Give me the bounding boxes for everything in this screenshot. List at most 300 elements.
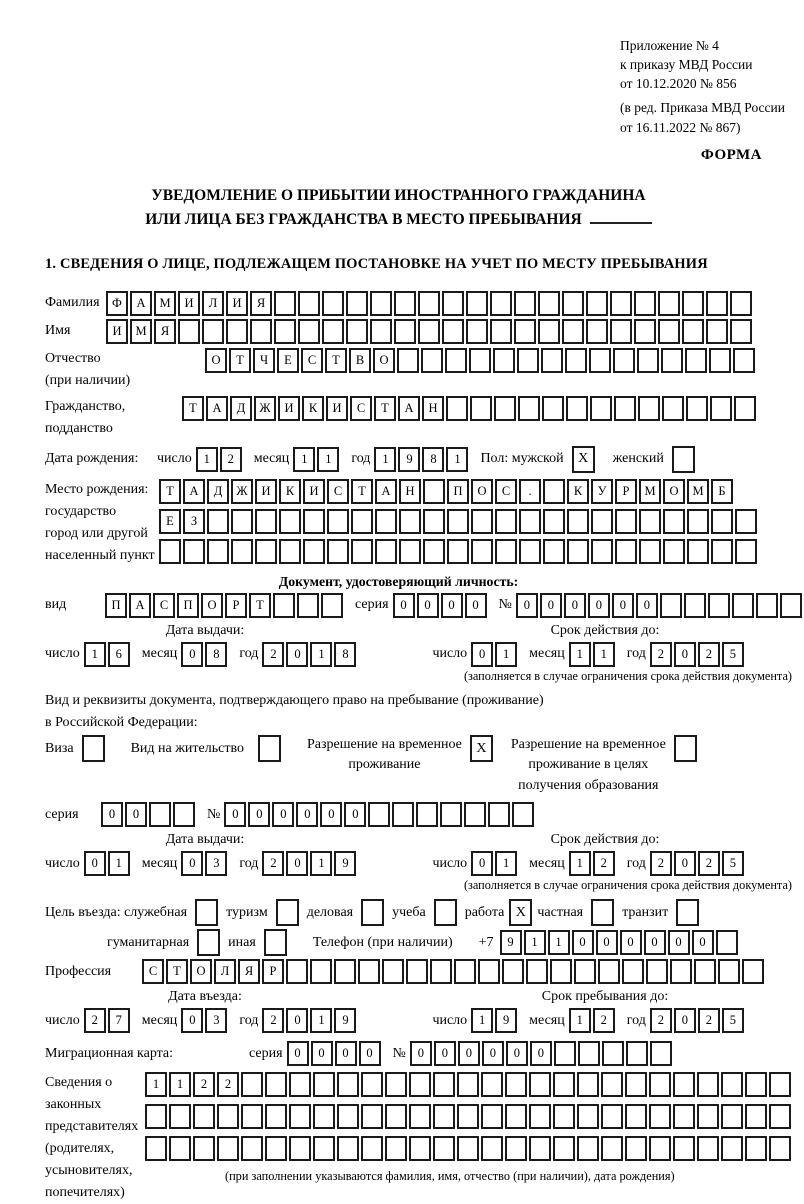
form-cell[interactable] [149,802,171,827]
form-cell[interactable] [697,1104,719,1129]
form-cell[interactable]: 8 [422,447,444,472]
form-cell[interactable]: 0 [393,593,415,618]
form-cell[interactable] [445,348,467,373]
form-cell[interactable]: 0 [417,593,439,618]
form-cell[interactable]: 0 [458,1041,480,1066]
rvp-education-checkbox[interactable] [674,735,697,762]
form-cell[interactable] [481,1072,503,1097]
form-cell[interactable]: Ж [254,396,276,421]
form-cell[interactable]: М [130,319,152,344]
form-cell[interactable]: 0 [564,593,586,618]
purpose-transit-checkbox[interactable] [676,899,699,926]
form-cell[interactable]: 6 [108,642,130,667]
form-cell[interactable]: П [447,479,469,504]
form-cell[interactable] [433,1136,455,1161]
form-cell[interactable]: Е [277,348,299,373]
form-cell[interactable] [322,319,344,344]
form-cell[interactable]: И [326,396,348,421]
form-cell[interactable] [517,348,539,373]
form-cell[interactable] [265,1072,287,1097]
form-cell[interactable] [321,593,343,618]
form-cell[interactable] [442,319,464,344]
form-cell[interactable] [368,802,390,827]
form-cell[interactable] [541,348,563,373]
form-cell[interactable]: 0 [434,1041,456,1066]
form-cell[interactable] [718,959,740,984]
form-cell[interactable]: 0 [344,802,366,827]
form-cell[interactable] [351,539,373,564]
form-cell[interactable] [471,509,493,534]
form-cell[interactable]: 1 [446,447,468,472]
form-cell[interactable] [562,319,584,344]
form-cell[interactable]: 3 [205,851,227,876]
form-cell[interactable] [255,539,277,564]
form-cell[interactable]: 0 [644,930,666,955]
form-cell[interactable]: Е [159,509,181,534]
form-cell[interactable]: К [302,396,324,421]
form-cell[interactable] [457,1136,479,1161]
form-cell[interactable] [361,1136,383,1161]
form-cell[interactable]: И [278,396,300,421]
form-cell[interactable] [625,1136,647,1161]
form-cell[interactable]: М [639,479,661,504]
form-cell[interactable] [370,319,392,344]
form-cell[interactable]: 0 [181,642,203,667]
form-cell[interactable] [370,291,392,316]
form-cell[interactable] [298,291,320,316]
form-cell[interactable] [601,1104,623,1129]
form-cell[interactable]: Р [262,959,284,984]
form-cell[interactable]: П [177,593,199,618]
form-cell[interactable]: И [255,479,277,504]
form-cell[interactable]: 0 [101,802,123,827]
form-cell[interactable] [505,1104,527,1129]
form-cell[interactable] [423,479,445,504]
form-cell[interactable] [694,959,716,984]
form-cell[interactable] [591,509,613,534]
purpose-work-checkbox[interactable]: X [509,899,532,926]
form-cell[interactable] [397,348,419,373]
form-cell[interactable] [207,539,229,564]
form-cell[interactable]: У [591,479,613,504]
form-cell[interactable] [464,802,486,827]
form-cell[interactable] [574,959,596,984]
form-cell[interactable]: Ф [106,291,128,316]
form-cell[interactable] [518,396,540,421]
form-cell[interactable]: 0 [287,1041,309,1066]
form-cell[interactable] [382,959,404,984]
form-cell[interactable]: 0 [540,593,562,618]
form-cell[interactable] [769,1104,791,1129]
form-cell[interactable]: 5 [722,1008,744,1033]
form-cell[interactable] [711,539,733,564]
form-cell[interactable]: 1 [196,447,218,472]
form-cell[interactable] [639,539,661,564]
form-cell[interactable] [478,959,500,984]
form-cell[interactable] [423,509,445,534]
form-cell[interactable] [265,1104,287,1129]
form-cell[interactable]: 0 [612,593,634,618]
form-cell[interactable] [634,291,656,316]
form-cell[interactable] [433,1104,455,1129]
form-cell[interactable]: 0 [530,1041,552,1066]
form-cell[interactable]: С [495,479,517,504]
form-cell[interactable]: 1 [145,1072,167,1097]
form-cell[interactable] [346,319,368,344]
form-cell[interactable] [502,959,524,984]
form-cell[interactable]: 2 [193,1072,215,1097]
form-cell[interactable] [361,1072,383,1097]
form-cell[interactable]: З [183,509,205,534]
form-cell[interactable]: 0 [311,1041,333,1066]
form-cell[interactable] [756,593,778,618]
form-cell[interactable] [440,802,462,827]
form-cell[interactable]: 2 [698,642,720,667]
form-cell[interactable]: 0 [471,642,493,667]
form-cell[interactable] [649,1136,671,1161]
form-cell[interactable]: 0 [410,1041,432,1066]
form-cell[interactable]: О [471,479,493,504]
form-cell[interactable]: 2 [650,1008,672,1033]
form-cell[interactable] [586,291,608,316]
form-cell[interactable] [610,319,632,344]
form-cell[interactable] [519,539,541,564]
form-cell[interactable] [565,348,587,373]
form-cell[interactable] [637,348,659,373]
form-cell[interactable] [193,1136,215,1161]
form-cell[interactable]: 0 [125,802,147,827]
form-cell[interactable]: 0 [441,593,463,618]
form-cell[interactable] [682,319,704,344]
form-cell[interactable] [274,291,296,316]
form-cell[interactable]: О [373,348,395,373]
form-cell[interactable] [769,1136,791,1161]
form-cell[interactable]: 1 [495,642,517,667]
form-cell[interactable] [780,593,802,618]
form-cell[interactable]: 1 [84,642,106,667]
form-cell[interactable]: 0 [248,802,270,827]
form-cell[interactable] [421,348,443,373]
form-cell[interactable] [217,1104,239,1129]
form-cell[interactable]: А [130,291,152,316]
form-cell[interactable]: 9 [398,447,420,472]
form-cell[interactable]: Ч [253,348,275,373]
form-cell[interactable]: 1 [169,1072,191,1097]
form-cell[interactable] [337,1136,359,1161]
residence-permit-checkbox[interactable] [258,735,281,762]
form-cell[interactable] [685,348,707,373]
form-cell[interactable] [567,539,589,564]
form-cell[interactable] [538,319,560,344]
form-cell[interactable] [615,539,637,564]
form-cell[interactable]: 2 [698,851,720,876]
form-cell[interactable] [673,1136,695,1161]
purpose-business-checkbox[interactable] [361,899,384,926]
purpose-humanitarian-checkbox[interactable] [197,929,220,956]
form-cell[interactable] [159,539,181,564]
form-cell[interactable] [577,1104,599,1129]
form-cell[interactable]: А [183,479,205,504]
form-cell[interactable] [735,509,757,534]
form-cell[interactable] [684,593,706,618]
form-cell[interactable] [578,1041,600,1066]
purpose-official-checkbox[interactable] [195,899,218,926]
form-cell[interactable]: 0 [596,930,618,955]
form-cell[interactable] [430,959,452,984]
form-cell[interactable]: К [279,479,301,504]
form-cell[interactable] [433,1072,455,1097]
form-cell[interactable]: 1 [569,851,591,876]
form-cell[interactable] [361,1104,383,1129]
form-cell[interactable]: 1 [593,642,615,667]
form-cell[interactable] [313,1104,335,1129]
form-cell[interactable] [601,1136,623,1161]
form-cell[interactable]: Т [351,479,373,504]
form-cell[interactable] [418,319,440,344]
form-cell[interactable] [423,539,445,564]
form-cell[interactable] [145,1104,167,1129]
form-cell[interactable] [447,539,469,564]
form-cell[interactable] [562,291,584,316]
form-cell[interactable]: И [178,291,200,316]
form-cell[interactable]: 1 [374,447,396,472]
form-cell[interactable] [399,539,421,564]
form-cell[interactable] [663,509,685,534]
form-cell[interactable] [313,1136,335,1161]
form-cell[interactable] [721,1072,743,1097]
form-cell[interactable] [447,509,469,534]
form-cell[interactable] [493,348,515,373]
form-cell[interactable] [183,539,205,564]
form-cell[interactable] [732,593,754,618]
form-cell[interactable] [519,509,541,534]
form-cell[interactable]: Я [154,319,176,344]
sex-female-checkbox[interactable] [672,446,695,473]
form-cell[interactable]: 9 [334,1008,356,1033]
form-cell[interactable]: 0 [286,642,308,667]
form-cell[interactable]: 1 [293,447,315,472]
form-cell[interactable] [591,539,613,564]
sex-male-checkbox[interactable]: X [572,446,595,473]
form-cell[interactable]: М [154,291,176,316]
form-cell[interactable]: . [519,479,541,504]
form-cell[interactable] [303,539,325,564]
form-cell[interactable] [394,291,416,316]
form-cell[interactable]: 9 [500,930,522,955]
form-cell[interactable]: Т [159,479,181,504]
form-cell[interactable] [550,959,572,984]
form-cell[interactable]: П [105,593,127,618]
form-cell[interactable] [495,539,517,564]
form-cell[interactable] [505,1072,527,1097]
form-cell[interactable] [554,1041,576,1066]
form-cell[interactable] [286,959,308,984]
form-cell[interactable] [334,959,356,984]
form-cell[interactable]: 2 [217,1072,239,1097]
form-cell[interactable]: Т [249,593,271,618]
form-cell[interactable]: 5 [722,851,744,876]
form-cell[interactable] [231,539,253,564]
form-cell[interactable] [255,509,277,534]
form-cell[interactable]: Т [182,396,204,421]
form-cell[interactable] [514,291,536,316]
form-cell[interactable] [733,348,755,373]
form-cell[interactable] [663,539,685,564]
form-cell[interactable]: Н [422,396,444,421]
form-cell[interactable] [625,1104,647,1129]
form-cell[interactable] [297,593,319,618]
form-cell[interactable]: А [375,479,397,504]
form-cell[interactable] [241,1136,263,1161]
form-cell[interactable]: 0 [572,930,594,955]
form-cell[interactable]: 0 [335,1041,357,1066]
form-cell[interactable] [649,1072,671,1097]
form-cell[interactable] [553,1104,575,1129]
form-cell[interactable] [202,319,224,344]
form-cell[interactable] [169,1136,191,1161]
form-cell[interactable] [231,509,253,534]
form-cell[interactable]: В [349,348,371,373]
form-cell[interactable] [566,396,588,421]
form-cell[interactable] [590,396,612,421]
form-cell[interactable] [394,319,416,344]
form-cell[interactable] [358,959,380,984]
form-cell[interactable]: 0 [272,802,294,827]
form-cell[interactable] [673,1072,695,1097]
form-cell[interactable]: 8 [334,642,356,667]
form-cell[interactable]: 1 [310,1008,332,1033]
form-cell[interactable]: 0 [296,802,318,827]
form-cell[interactable]: 2 [84,1008,106,1033]
purpose-study-checkbox[interactable] [434,899,457,926]
form-cell[interactable] [638,396,660,421]
form-cell[interactable] [471,539,493,564]
form-cell[interactable]: 1 [569,642,591,667]
form-cell[interactable]: Ж [231,479,253,504]
form-cell[interactable] [610,291,632,316]
form-cell[interactable]: К [567,479,589,504]
form-cell[interactable]: Д [207,479,229,504]
form-cell[interactable] [650,1041,672,1066]
form-cell[interactable] [217,1136,239,1161]
form-cell[interactable] [514,319,536,344]
form-cell[interactable]: 0 [320,802,342,827]
form-cell[interactable]: 0 [465,593,487,618]
form-cell[interactable] [145,1136,167,1161]
form-cell[interactable] [721,1136,743,1161]
form-cell[interactable] [661,348,683,373]
form-cell[interactable]: 1 [569,1008,591,1033]
form-cell[interactable] [622,959,644,984]
form-cell[interactable] [351,509,373,534]
form-cell[interactable]: 2 [650,851,672,876]
form-cell[interactable] [289,1104,311,1129]
form-cell[interactable] [658,291,680,316]
form-cell[interactable]: 0 [181,1008,203,1033]
form-cell[interactable]: И [303,479,325,504]
form-cell[interactable]: 7 [108,1008,130,1033]
form-cell[interactable] [385,1136,407,1161]
form-cell[interactable]: Р [225,593,247,618]
form-cell[interactable]: 2 [262,851,284,876]
form-cell[interactable]: О [190,959,212,984]
form-cell[interactable] [639,509,661,534]
form-cell[interactable] [375,509,397,534]
form-cell[interactable]: И [226,291,248,316]
form-cell[interactable]: 0 [506,1041,528,1066]
form-cell[interactable] [303,509,325,534]
form-cell[interactable]: 8 [205,642,227,667]
form-cell[interactable]: 2 [650,642,672,667]
form-cell[interactable] [337,1072,359,1097]
form-cell[interactable]: М [687,479,709,504]
form-cell[interactable] [416,802,438,827]
form-cell[interactable] [682,291,704,316]
form-cell[interactable] [466,319,488,344]
form-cell[interactable]: 0 [516,593,538,618]
form-cell[interactable] [614,396,636,421]
visa-checkbox[interactable] [82,735,105,762]
form-cell[interactable] [409,1072,431,1097]
form-cell[interactable] [392,802,414,827]
form-cell[interactable] [454,959,476,984]
form-cell[interactable] [327,539,349,564]
form-cell[interactable] [711,509,733,534]
form-cell[interactable]: 0 [181,851,203,876]
form-cell[interactable] [589,348,611,373]
form-cell[interactable] [226,319,248,344]
form-cell[interactable] [279,539,301,564]
form-cell[interactable] [169,1104,191,1129]
form-cell[interactable] [742,959,764,984]
form-cell[interactable] [745,1136,767,1161]
form-cell[interactable]: Н [399,479,421,504]
form-cell[interactable] [626,1041,648,1066]
form-cell[interactable]: 3 [205,1008,227,1033]
form-cell[interactable] [697,1136,719,1161]
form-cell[interactable]: 1 [495,851,517,876]
form-cell[interactable] [446,396,468,421]
form-cell[interactable] [662,396,684,421]
form-cell[interactable]: Т [166,959,188,984]
form-cell[interactable] [241,1072,263,1097]
form-cell[interactable]: С [301,348,323,373]
form-cell[interactable] [418,291,440,316]
form-cell[interactable] [409,1136,431,1161]
form-cell[interactable] [494,396,516,421]
form-cell[interactable] [553,1072,575,1097]
form-cell[interactable] [241,1104,263,1129]
form-cell[interactable] [542,396,564,421]
form-cell[interactable]: 0 [674,851,696,876]
form-cell[interactable]: 1 [310,851,332,876]
form-cell[interactable]: 1 [310,642,332,667]
form-cell[interactable] [313,1072,335,1097]
form-cell[interactable] [469,348,491,373]
form-cell[interactable] [529,1072,551,1097]
form-cell[interactable] [470,396,492,421]
form-cell[interactable]: Т [229,348,251,373]
form-cell[interactable] [298,319,320,344]
form-cell[interactable]: 0 [84,851,106,876]
form-cell[interactable] [279,509,301,534]
form-cell[interactable] [730,319,752,344]
form-cell[interactable] [543,539,565,564]
form-cell[interactable]: 5 [722,642,744,667]
form-cell[interactable]: 0 [471,851,493,876]
purpose-private-checkbox[interactable] [591,899,614,926]
form-cell[interactable]: А [129,593,151,618]
